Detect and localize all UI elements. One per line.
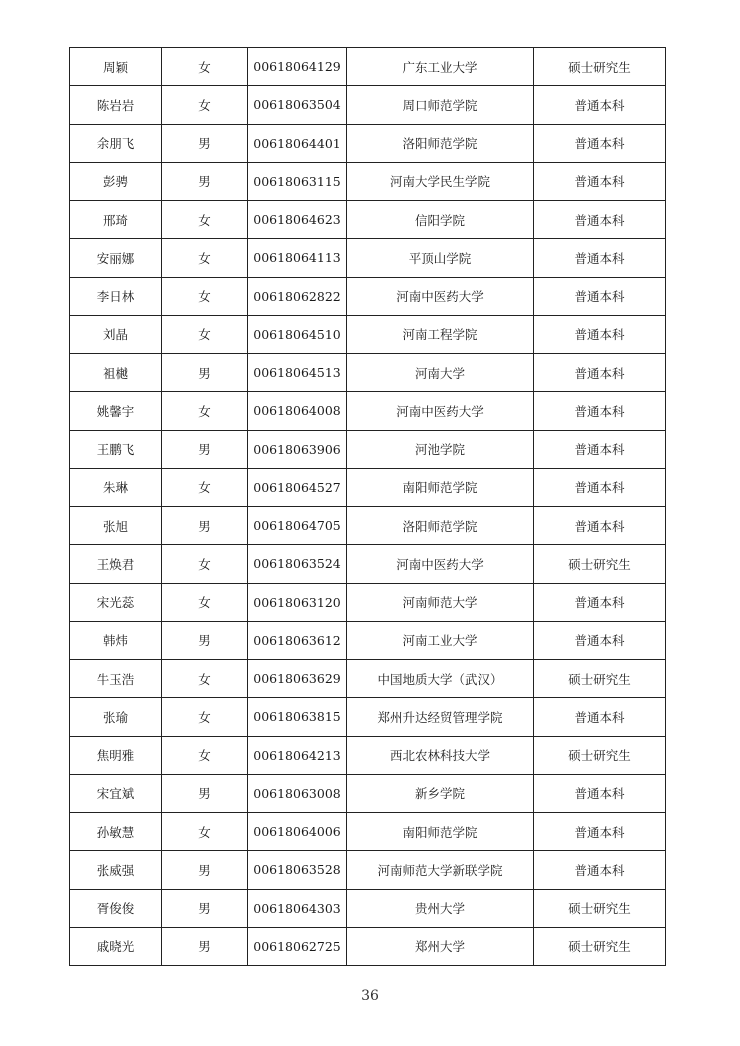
cell-degree: 硕士研究生 (534, 927, 666, 965)
cell-id: 00618064129 (248, 48, 347, 86)
cell-id: 00618063524 (248, 545, 347, 583)
cell-degree: 普通本科 (534, 583, 666, 621)
cell-id: 00618064113 (248, 239, 347, 277)
cell-degree: 普通本科 (534, 851, 666, 889)
cell-school: 郑州升达经贸管理学院 (347, 698, 534, 736)
cell-school: 信阳学院 (347, 201, 534, 239)
cell-school: 河南中医药大学 (347, 392, 534, 430)
cell-school: 河南工程学院 (347, 315, 534, 353)
cell-degree: 普通本科 (534, 621, 666, 659)
table-row (70, 162, 666, 200)
cell-name: 宋宜斌 (70, 774, 162, 812)
cell-name: 焦明雅 (70, 736, 162, 774)
cell-name: 王焕君 (70, 545, 162, 583)
cell-name: 余朋飞 (70, 124, 162, 162)
cell-name: 张旭 (70, 507, 162, 545)
table-row (70, 354, 666, 392)
cell-id: 00618064527 (248, 468, 347, 506)
cell-school: 周口师范学院 (347, 86, 534, 124)
cell-name: 王鹏飞 (70, 430, 162, 468)
cell-id: 00618064213 (248, 736, 347, 774)
cell-school: 南阳师范学院 (347, 813, 534, 851)
table-row (70, 813, 666, 851)
table-row (70, 583, 666, 621)
cell-sex: 女 (162, 201, 248, 239)
cell-name: 安丽娜 (70, 239, 162, 277)
cell-id: 00618063504 (248, 86, 347, 124)
cell-id: 00618062725 (248, 927, 347, 965)
cell-sex: 女 (162, 698, 248, 736)
cell-id: 00618063815 (248, 698, 347, 736)
cell-sex: 男 (162, 621, 248, 659)
cell-id: 00618064510 (248, 315, 347, 353)
table-row (70, 889, 666, 927)
cell-school: 平顶山学院 (347, 239, 534, 277)
cell-id: 00618064008 (248, 392, 347, 430)
table-row (70, 124, 666, 162)
cell-id: 00618064006 (248, 813, 347, 851)
cell-sex: 女 (162, 813, 248, 851)
cell-school: 河南工业大学 (347, 621, 534, 659)
cell-id: 00618063115 (248, 162, 347, 200)
cell-name: 孙敏慧 (70, 813, 162, 851)
cell-sex: 男 (162, 927, 248, 965)
cell-sex: 女 (162, 545, 248, 583)
roster-table-body (70, 48, 666, 966)
cell-name: 宋光蕊 (70, 583, 162, 621)
page-number: 36 (361, 988, 379, 1004)
cell-name: 彭骋 (70, 162, 162, 200)
cell-degree: 普通本科 (534, 354, 666, 392)
cell-degree: 硕士研究生 (534, 48, 666, 86)
table-row (70, 736, 666, 774)
cell-school: 洛阳师范学院 (347, 507, 534, 545)
cell-sex: 男 (162, 162, 248, 200)
cell-degree: 普通本科 (534, 468, 666, 506)
cell-degree: 普通本科 (534, 277, 666, 315)
table-row (70, 468, 666, 506)
cell-id: 00618063906 (248, 430, 347, 468)
cell-name: 张瑜 (70, 698, 162, 736)
table-row (70, 86, 666, 124)
cell-sex: 男 (162, 507, 248, 545)
cell-id: 00618063120 (248, 583, 347, 621)
cell-name: 韩炜 (70, 621, 162, 659)
cell-id: 00618064705 (248, 507, 347, 545)
cell-degree: 普通本科 (534, 162, 666, 200)
cell-school: 新乡学院 (347, 774, 534, 812)
cell-school: 河南中医药大学 (347, 277, 534, 315)
cell-name: 李日林 (70, 277, 162, 315)
cell-school: 广东工业大学 (347, 48, 534, 86)
cell-degree: 普通本科 (534, 124, 666, 162)
table-row (70, 660, 666, 698)
cell-id: 00618064623 (248, 201, 347, 239)
cell-id: 00618063612 (248, 621, 347, 659)
cell-name: 戚晓光 (70, 927, 162, 965)
cell-degree: 普通本科 (534, 201, 666, 239)
cell-sex: 女 (162, 48, 248, 86)
cell-degree: 硕士研究生 (534, 736, 666, 774)
cell-degree: 普通本科 (534, 698, 666, 736)
cell-name: 姚馨宇 (70, 392, 162, 430)
table-row (70, 430, 666, 468)
cell-degree: 普通本科 (534, 813, 666, 851)
table-row (70, 927, 666, 965)
cell-school: 河池学院 (347, 430, 534, 468)
cell-sex: 女 (162, 660, 248, 698)
cell-id: 00618064513 (248, 354, 347, 392)
cell-degree: 普通本科 (534, 239, 666, 277)
cell-name: 陈岩岩 (70, 86, 162, 124)
cell-degree: 硕士研究生 (534, 889, 666, 927)
cell-name: 袓樾 (70, 354, 162, 392)
cell-sex: 男 (162, 889, 248, 927)
table-row (70, 239, 666, 277)
table-row (70, 774, 666, 812)
cell-school: 中国地质大学（武汉） (347, 660, 534, 698)
cell-school: 河南师范大学 (347, 583, 534, 621)
cell-degree: 普通本科 (534, 507, 666, 545)
cell-name: 牛玉浩 (70, 660, 162, 698)
cell-sex: 男 (162, 851, 248, 889)
cell-sex: 女 (162, 315, 248, 353)
cell-name: 邢琦 (70, 201, 162, 239)
cell-school: 郑州大学 (347, 927, 534, 965)
table-row (70, 277, 666, 315)
cell-degree: 普通本科 (534, 315, 666, 353)
cell-id: 00618064303 (248, 889, 347, 927)
table-row (70, 851, 666, 889)
cell-sex: 女 (162, 736, 248, 774)
cell-name: 胥俊俊 (70, 889, 162, 927)
table-row (70, 545, 666, 583)
table-row (70, 315, 666, 353)
cell-name: 张威强 (70, 851, 162, 889)
cell-name: 刘晶 (70, 315, 162, 353)
table-row (70, 201, 666, 239)
cell-school: 河南大学 (347, 354, 534, 392)
cell-sex: 女 (162, 392, 248, 430)
table-row (70, 392, 666, 430)
cell-degree: 硕士研究生 (534, 660, 666, 698)
cell-sex: 女 (162, 86, 248, 124)
table-row (70, 698, 666, 736)
cell-school: 西北农林科技大学 (347, 736, 534, 774)
cell-sex: 女 (162, 468, 248, 506)
cell-name: 周颖 (70, 48, 162, 86)
cell-school: 南阳师范学院 (347, 468, 534, 506)
cell-id: 00618062822 (248, 277, 347, 315)
cell-id: 00618064401 (248, 124, 347, 162)
cell-sex: 男 (162, 430, 248, 468)
cell-sex: 男 (162, 354, 248, 392)
cell-id: 00618063629 (248, 660, 347, 698)
cell-school: 洛阳师范学院 (347, 124, 534, 162)
cell-id: 00618063528 (248, 851, 347, 889)
cell-school: 河南大学民生学院 (347, 162, 534, 200)
cell-degree: 普通本科 (534, 392, 666, 430)
cell-degree: 普通本科 (534, 86, 666, 124)
table-row (70, 48, 666, 86)
cell-sex: 女 (162, 583, 248, 621)
table-row (70, 507, 666, 545)
cell-degree: 普通本科 (534, 430, 666, 468)
cell-degree: 普通本科 (534, 774, 666, 812)
cell-name: 朱琳 (70, 468, 162, 506)
roster-table (69, 47, 666, 966)
cell-sex: 男 (162, 774, 248, 812)
table-row (70, 621, 666, 659)
cell-school: 贵州大学 (347, 889, 534, 927)
cell-school: 河南中医药大学 (347, 545, 534, 583)
cell-degree: 硕士研究生 (534, 545, 666, 583)
cell-sex: 男 (162, 124, 248, 162)
cell-school: 河南师范大学新联学院 (347, 851, 534, 889)
cell-sex: 女 (162, 277, 248, 315)
roster-table-container (69, 47, 665, 966)
cell-sex: 女 (162, 239, 248, 277)
cell-id: 00618063008 (248, 774, 347, 812)
